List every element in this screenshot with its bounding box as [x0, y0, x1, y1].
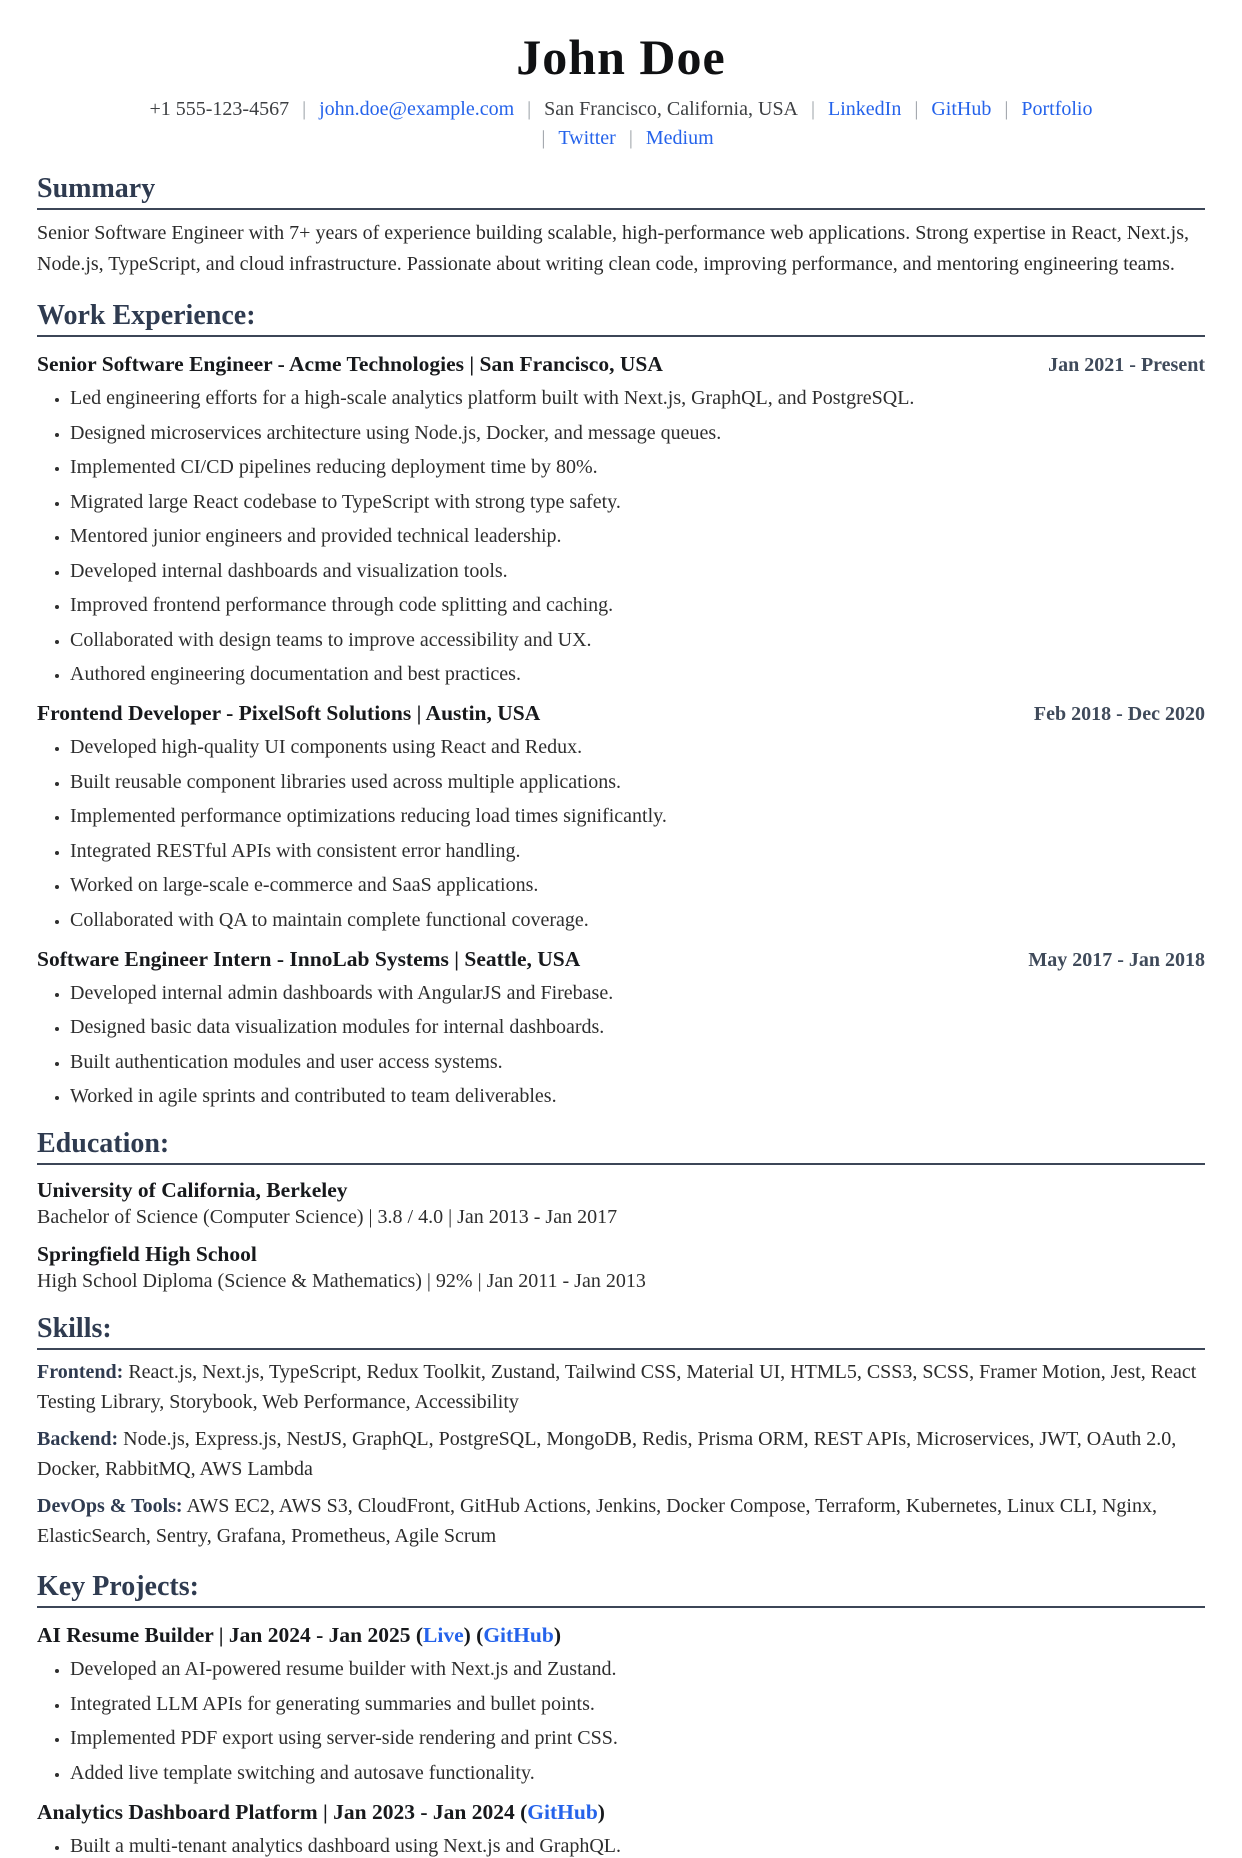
work-experience-heading: Work Experience:	[37, 300, 1205, 337]
project-link-github[interactable]: GitHub	[483, 1623, 554, 1648]
project-title: AI Resume Builder | Jan 2024 - Jan 2025 (Live) (GitHub)	[37, 1623, 561, 1648]
job-bullet: • Developed internal admin dashboards with AngularJS and Firebase.	[70, 981, 1205, 1005]
project-bullet: • Implemented PDF export using server-side rendering and print CSS.	[70, 1726, 1205, 1750]
project-link-live[interactable]: Live	[423, 1623, 464, 1648]
contact-info	[37, 95, 1205, 153]
summary-heading: Summary	[37, 173, 1205, 210]
job-title: Senior Software Engineer - Acme Technologies | San Francisco, USA	[37, 352, 663, 377]
education-detail: High School Diploma (Science & Mathematics) | 92% | Jan 2011 - Jan 2013	[37, 1270, 646, 1293]
job-entry	[37, 352, 1205, 686]
job-bullet: • Migrated large React codebase to TypeScript with strong type safety.	[70, 490, 1205, 514]
contact-link-github[interactable]: GitHub	[931, 98, 992, 120]
project-list	[37, 1623, 1205, 1858]
job-bullet: • Collaborated with design teams to improve accessibility and UX.	[70, 628, 1205, 652]
skill-row: Backend: Node.js, Express.js, NestJS, GraphQL, PostgreSQL, MongoDB, Redis, Prisma ORM, REST APIs, Microservices, JWT, OAuth 2.0, Docker, RabbitMQ, AWS Lambda	[37, 1428, 1177, 1481]
contact-separator: |	[914, 98, 919, 120]
job-header	[37, 352, 1205, 377]
job-bullet-list	[37, 735, 1205, 932]
job-title: Software Engineer Intern - InnoLab Systems | Seattle, USA	[37, 946, 581, 971]
job-dates: Jan 2021 - Present	[1048, 354, 1205, 377]
contact-link-portfolio[interactable]: Portfolio	[1021, 98, 1093, 120]
contact-separator: |	[302, 98, 307, 120]
education-list	[37, 1178, 1205, 1293]
job-dates: May 2017 - Jan 2018	[1028, 948, 1205, 971]
project-bullet: • Built a multi-tenant analytics dashboard using Next.js and GraphQL.	[70, 1834, 1205, 1858]
job-bullet: • Built authentication modules and user access systems.	[70, 1050, 1205, 1074]
job-bullet: • Improved frontend performance through code splitting and caching.	[70, 593, 1205, 617]
contact-location: San Francisco, California, USA	[544, 98, 799, 120]
contact-separator: |	[1004, 98, 1009, 120]
contact-separator: |	[811, 98, 816, 120]
resume-name: John Doe	[516, 29, 726, 85]
section-work-experience	[37, 300, 1205, 1108]
skill-category-label: Frontend:	[37, 1361, 124, 1384]
contact-line	[37, 124, 1205, 153]
job-bullet: • Implemented CI/CD pipelines reducing deployment time by 80%.	[70, 455, 1205, 479]
project-bullet: • Integrated LLM APIs for generating summaries and bullet points.	[70, 1692, 1205, 1716]
job-bullet: • Developed internal dashboards and visualization tools.	[70, 559, 1205, 583]
education-entry	[37, 1242, 1205, 1293]
job-bullet: • Designed microservices architecture using Node.js, Docker, and message queues.	[70, 421, 1205, 445]
job-bullet: • Led engineering efforts for a high-scale analytics platform built with Next.js, GraphQL, and PostgreSQL.	[70, 386, 1205, 410]
job-bullet: • Integrated RESTful APIs with consistent error handling.	[70, 839, 1205, 863]
section-key-projects	[37, 1571, 1205, 1858]
skill-category-label: Backend:	[37, 1428, 119, 1451]
job-dates: Feb 2018 - Dec 2020	[1033, 703, 1205, 726]
contact-link-email[interactable]: john.doe@example.com	[319, 98, 515, 120]
job-header	[37, 701, 1205, 726]
job-bullet: • Mentored junior engineers and provided technical leadership.	[70, 524, 1205, 548]
job-list	[37, 352, 1205, 1108]
job-bullet: • Implemented performance optimizations reducing load times significantly.	[70, 804, 1205, 828]
contact-line	[37, 95, 1205, 124]
project-entry	[37, 1623, 1205, 1785]
skills-list	[37, 1357, 1205, 1551]
education-detail: Bachelor of Science (Computer Science) | 3.8 / 4.0 | Jan 2013 - Jan 2017	[37, 1206, 618, 1229]
contact-separator: |	[628, 127, 633, 149]
summary-text: Senior Software Engineer with 7+ years of experience building scalable, high-performance web applications. Strong expertise in React, Next.js, Node.js, TypeScript, and cloud infrastructure. Passionate about writing clean code, improving performance, and mentoring engineering teams.	[37, 222, 1190, 276]
key-projects-heading: Key Projects:	[37, 1571, 1205, 1608]
job-bullet: • Authored engineering documentation and best practices.	[70, 662, 1205, 686]
job-entry	[37, 701, 1205, 932]
contact-phone: +1 555-123-4567	[149, 98, 290, 120]
job-bullet: • Collaborated with QA to maintain complete functional coverage.	[70, 908, 1205, 932]
section-education	[37, 1128, 1205, 1293]
project-entry	[37, 1800, 1205, 1858]
education-school: University of California, Berkeley	[37, 1178, 348, 1203]
education-heading: Education:	[37, 1128, 1205, 1165]
skill-row: Frontend: React.js, Next.js, TypeScript, Redux Toolkit, Zustand, Tailwind CSS, Material UI, HTML5, CSS3, SCSS, Framer Motion, Jest, React Testing Library, Storybook, Web Performance, Accessibility	[37, 1361, 1197, 1414]
skill-row: DevOps & Tools: AWS EC2, AWS S3, CloudFront, GitHub Actions, Jenkins, Docker Compose, Terraform, Kubernetes, Linux CLI, Nginx, ElasticSearch, Sentry, Grafana, Prometheus, Agile Scrum	[37, 1495, 1157, 1548]
job-bullet: • Developed high-quality UI components using React and Redux.	[70, 735, 1205, 759]
education-school: Springfield High School	[37, 1242, 257, 1267]
project-bullet: • Developed an AI-powered resume builder with Next.js and Zustand.	[70, 1657, 1205, 1681]
skills-heading: Skills:	[37, 1313, 1205, 1350]
job-entry	[37, 947, 1205, 1109]
contact-link-medium[interactable]: Medium	[645, 127, 714, 149]
section-summary	[37, 173, 1205, 280]
job-bullet: • Worked on large-scale e-commerce and SaaS applications.	[70, 873, 1205, 897]
job-bullet: • Worked in agile sprints and contributed to team deliverables.	[70, 1084, 1205, 1108]
project-bullet-list	[37, 1834, 1205, 1858]
project-link-github[interactable]: GitHub	[527, 1799, 598, 1824]
job-bullet-list	[37, 981, 1205, 1109]
job-title: Frontend Developer - PixelSoft Solutions | Austin, USA	[37, 701, 541, 726]
section-skills	[37, 1313, 1205, 1551]
contact-separator: |	[541, 127, 546, 149]
job-bullet-list	[37, 386, 1205, 686]
project-bullet-list	[37, 1657, 1205, 1785]
job-bullet: • Built reusable component libraries used across multiple applications.	[70, 770, 1205, 794]
skill-category-label: DevOps & Tools:	[37, 1495, 183, 1518]
education-entry	[37, 1178, 1205, 1229]
job-header	[37, 947, 1205, 972]
project-bullet: • Added live template switching and autosave functionality.	[70, 1761, 1205, 1785]
contact-link-linkedin[interactable]: LinkedIn	[828, 98, 902, 120]
job-bullet: • Designed basic data visualization modules for internal dashboards.	[70, 1015, 1205, 1039]
contact-link-twitter[interactable]: Twitter	[558, 127, 616, 149]
contact-separator: |	[527, 98, 532, 120]
project-title: Analytics Dashboard Platform | Jan 2023 - Jan 2024 (GitHub)	[37, 1799, 605, 1824]
